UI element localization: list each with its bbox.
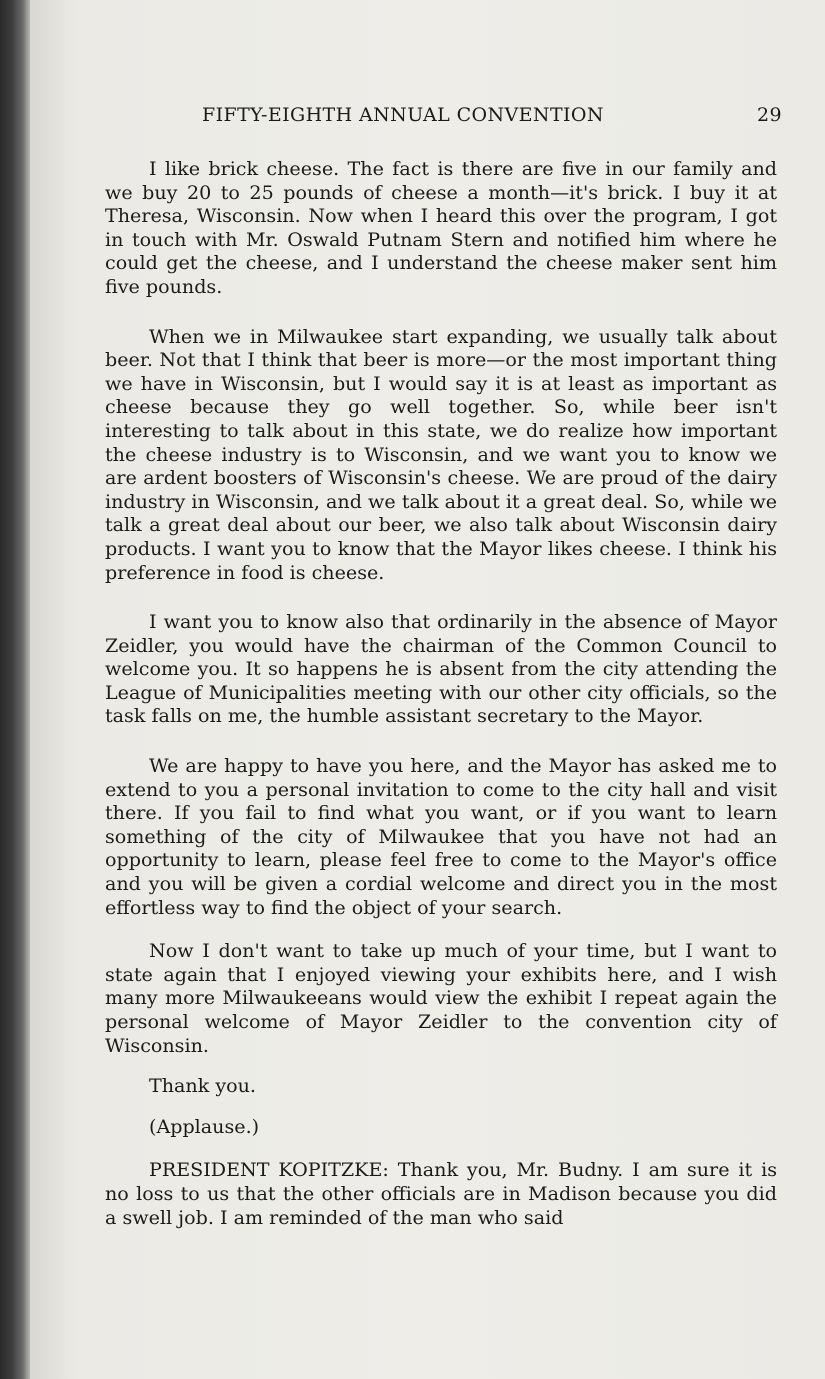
paragraph: Now I don't want to take up much of your time, but I want to state again that I enjoyed viewing your exhibits here, and I wish many more Milwaukeeans would view the exhibit I repeat again the personal welcome of Mayor Zeidler to the convention city of Wisconsin. xyxy=(105,939,777,1057)
body-text xyxy=(105,157,777,1229)
paragraph: I want you to know also that ordinarily in the absence of Mayor Zeidler, you would have the chairman of the Common Council to welcome you. It so happens he is absent from the city attending the League of Municipalities meeting with our other city officials, so the task falls on me, the humble assistant secretary to the Mayor. xyxy=(105,610,777,728)
paragraph: I like brick cheese. The fact is there are five in our family and we buy 20 to 25 pounds of cheese a month—it's brick. I buy it at Theresa, Wisconsin. Now when I heard this over the program, I got in touch with Mr. Oswald Putnam Stern and notified him where he could get the cheese, and I understand the cheese maker sent him five pounds. xyxy=(105,157,777,298)
page-number: 29 xyxy=(757,104,782,126)
paragraph: (Applause.) xyxy=(149,1114,260,1138)
book-spine-shadow xyxy=(0,0,30,1379)
paragraph: We are happy to have you here, and the Mayor has asked me to extend to you a personal invitation to come to the city hall and visit there. If you fail to find what you want, or if you want to learn something of the city of Milwaukee that you have not had an opportunity to learn, please feel free to come to the Mayor's office and you will be given a cordial welcome and direct you in the most effortless way to find the object of your search. xyxy=(105,754,777,919)
paragraph: When we in Milwaukee start expanding, we usually talk about beer. Not that I think that beer is more—or the most important thing we have in Wisconsin, but I would say it is at least as important as cheese because they go well together. So, while beer isn't interesting to talk about in this state, we do realize how important the cheese industry is to Wisconsin, and we want you to know we are ardent boosters of Wisconsin's cheese. We are proud of the dairy industry in Wisconsin, and we talk about it a great deal. So, while we talk a great deal about our beer, we also talk about Wisconsin dairy products. I want you to know that the Mayor likes cheese. I think his preference in food is cheese. xyxy=(105,324,777,584)
paragraph: Thank you. xyxy=(149,1074,257,1098)
running-header xyxy=(202,104,782,134)
paragraph: PRESIDENT KOPITZKE: Thank you, Mr. Budny. I am sure it is no loss to us that the other officials are in Madison because you did a swell job. I am reminded of the man who said xyxy=(105,1158,777,1229)
document-page xyxy=(30,0,825,1379)
header-title: FIFTY-EIGHTH ANNUAL CONVENTION xyxy=(202,104,604,126)
